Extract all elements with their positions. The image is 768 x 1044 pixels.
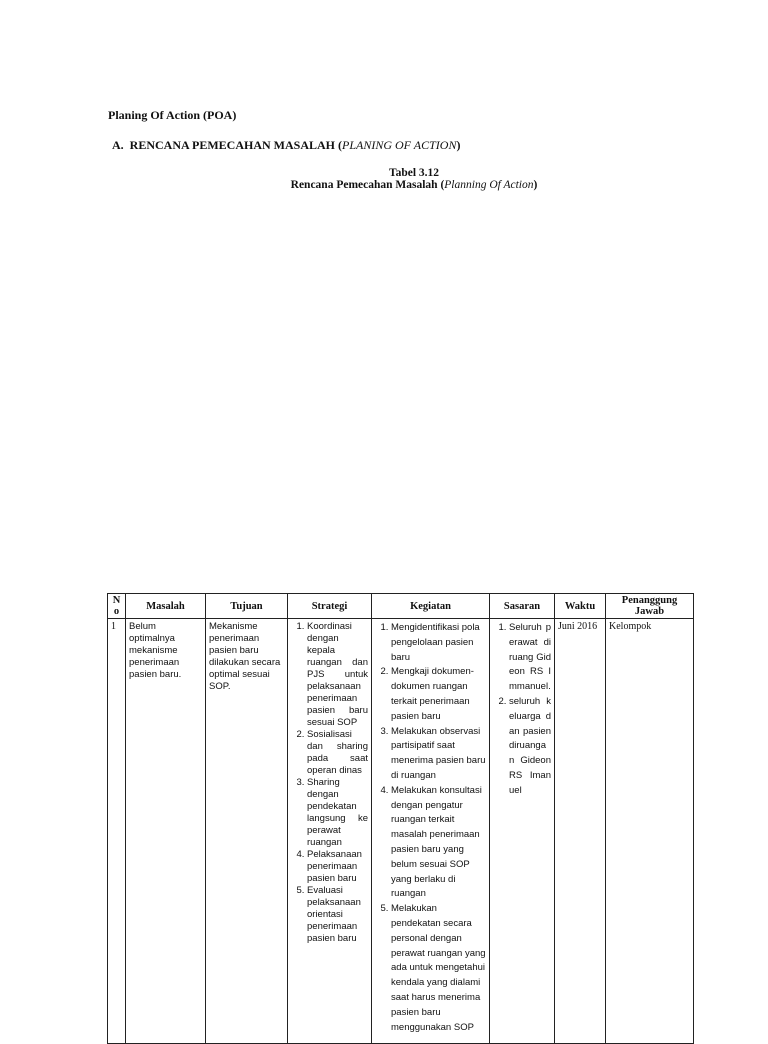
cell-penanggung-jawab: Kelompok [606, 619, 694, 1044]
cell-strategi [288, 619, 372, 1044]
header-strategi: Strategi [288, 594, 372, 619]
section-marker: A. [112, 138, 124, 152]
strategi-item: 1. Koordinasi dengan kepala ruangan dan PJS untuk pelaksanaan penerimaan pasien baru sesuai SOP [307, 621, 368, 729]
table-row [108, 619, 694, 1044]
kegiatan-item: 5. Melakukan pendekatan secara personal dengan perawat ruangan yang ada untuk mengetahui kendala yang dialami saat harus menerima pasien baru menggunakan SOP [391, 902, 486, 1035]
strategi-item: 5. Evaluasi pelaksanaan orientasi penerimaan pasien baru [307, 885, 368, 945]
cell-sasaran [490, 619, 555, 1044]
table-number: Tabel 3.12 [388, 167, 440, 179]
cell-masalah: Belum optimalnya mekanisme penerimaan pasien baru. [126, 619, 206, 1044]
poa-table [107, 593, 694, 1044]
strategi-item: 4. Pelaksanaan penerimaan pasien baru [307, 849, 368, 885]
header-waktu: Waktu [555, 594, 606, 619]
cell-no: 1 [108, 619, 126, 1044]
kegiatan-item: 4. Melakukan konsultasi dengan pengatur ruangan terkait masalah penerimaan pasien baru yang belum sesuai SOP yang berlaku di ruangan [391, 784, 486, 902]
document-title: Planing Of Action (POA) [108, 108, 237, 122]
kegiatan-item: 2. Mengkaji dokumen-dokumen ruangan terkait penerimaan pasien baru [391, 665, 486, 724]
table-caption [0, 179, 768, 191]
section-heading-italic: PLANING OF ACTION [342, 138, 457, 152]
kegiatan-item: 3. Melakukan observasi partisipatif saat menerima pasien baru di ruangan [391, 725, 486, 784]
header-kegiatan: Kegiatan [372, 594, 490, 619]
sasaran-list [493, 621, 551, 799]
section-heading [112, 138, 460, 153]
cell-waktu: Juni 2016 [555, 619, 606, 1044]
table-caption-text: Rencana Pemecahan Masalah ( [290, 179, 445, 191]
strategi-item: 2. Sosialisasi dan sharing pada saat operan dinas [307, 729, 368, 777]
header-no: N o [108, 594, 126, 619]
section-heading-text: RENCANA PEMECAHAN MASALAH ( [129, 138, 343, 152]
header-masalah: Masalah [126, 594, 206, 619]
kegiatan-item: 1. Mengidentifikasi pola pengelolaan pasien baru [391, 621, 486, 665]
header-sasaran: Sasaran [490, 594, 555, 619]
header-tujuan: Tujuan [206, 594, 288, 619]
table-header-row [108, 594, 694, 619]
sasaran-item: 1. Seluruh perawat di ruang Gideon RS Immanuel. [509, 621, 551, 695]
section-heading-close: ) [456, 138, 461, 152]
strategi-item: 3. Sharing dengan pendekatan langsung ke perawat ruangan [307, 777, 368, 849]
strategi-list [291, 621, 368, 945]
cell-tujuan: Mekanisme penerimaan pasien baru dilakukan secara optimal sesuai SOP. [206, 619, 288, 1044]
table-caption-close: ) [533, 179, 538, 191]
kegiatan-list [375, 621, 486, 1035]
table-caption-italic: Planning Of Action [444, 179, 534, 191]
sasaran-item: 2. seluruh keluarga dan pasien diruangan Gideon RS Imanuel [509, 695, 551, 799]
cell-kegiatan [372, 619, 490, 1044]
header-penanggung-jawab: Penanggung Jawab [606, 594, 694, 619]
